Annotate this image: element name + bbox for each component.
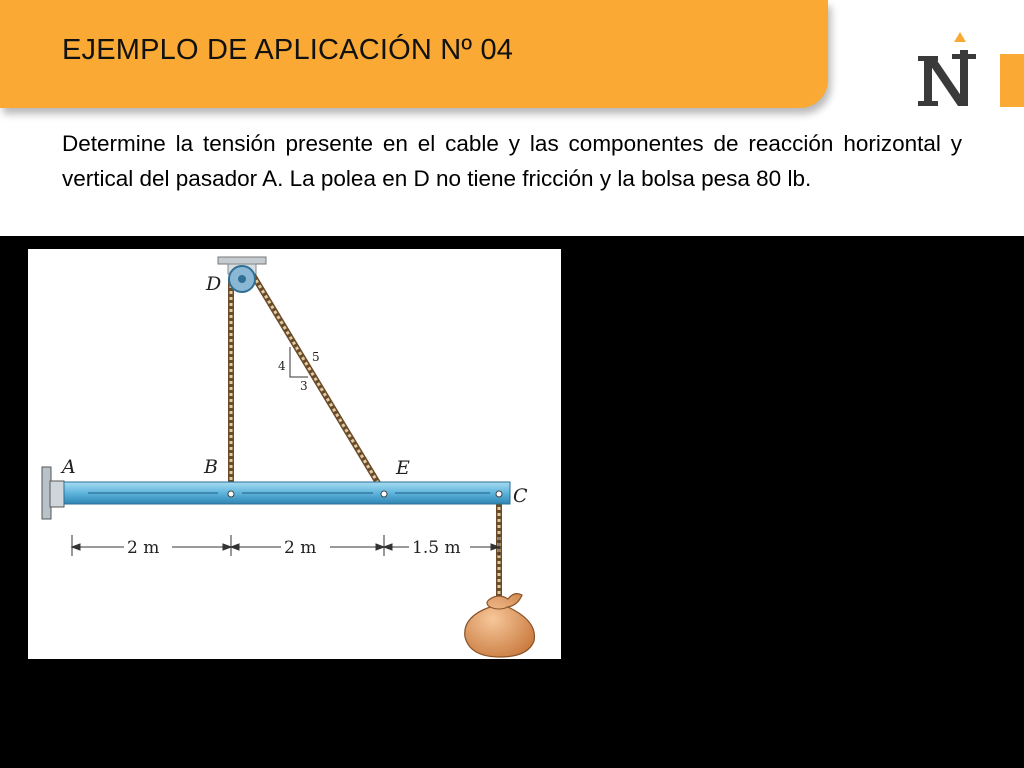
pulley-d: [229, 266, 255, 292]
label-e: E: [396, 457, 410, 479]
logo-accent-tab: [1000, 54, 1024, 107]
bag-icon: [465, 594, 535, 657]
dim-ec: 1.5 m: [412, 538, 461, 558]
problem-statement: Determine la tensión presente en el cable y las componentes de reacción horizontal y vertical del pasador A. La polea en D no tiene fricción y la bolsa pesa 80 lb.: [62, 131, 962, 191]
slope-hyp-label: 5: [312, 350, 320, 364]
beam-diagram: [28, 249, 561, 659]
label-d: D: [206, 273, 222, 295]
label-b: B: [204, 456, 218, 478]
label-c: C: [513, 485, 528, 507]
slope-rise-label: 4: [278, 359, 286, 373]
dim-be: 2 m: [284, 538, 317, 558]
slope-run-label: 3: [300, 379, 308, 393]
label-a: A: [62, 456, 76, 478]
dim-ab: 2 m: [127, 538, 160, 558]
beam: [64, 482, 510, 504]
n-logo-icon: [916, 30, 976, 112]
page-title: EJEMPLO DE APLICACIÓN Nº 04: [62, 34, 514, 66]
title-bar: [0, 0, 828, 108]
